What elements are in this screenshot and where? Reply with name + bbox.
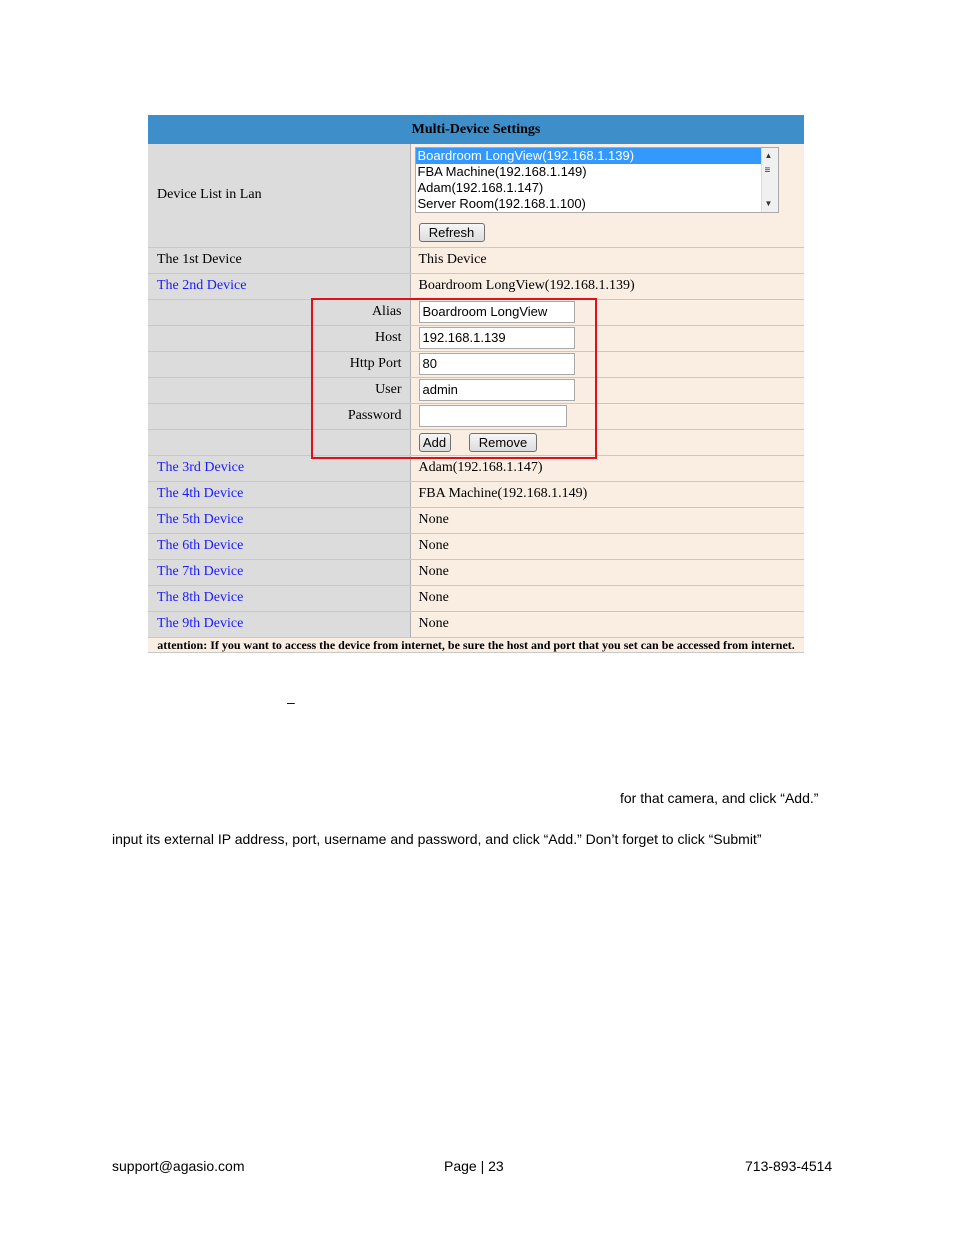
http-port-label: Http Port bbox=[148, 351, 410, 377]
password-input[interactable] bbox=[419, 405, 567, 427]
panel-title: Multi-Device Settings bbox=[148, 115, 804, 144]
user-label: User bbox=[148, 377, 410, 403]
device-value-4: FBA Machine(192.168.1.149) bbox=[410, 481, 804, 507]
second-device-value: Boardroom LongView(192.168.1.139) bbox=[410, 273, 804, 299]
refresh-button[interactable]: Refresh bbox=[419, 223, 485, 242]
device-link-7[interactable]: The 7th Device bbox=[157, 564, 244, 579]
device-link-3[interactable]: The 3rd Device bbox=[157, 460, 245, 475]
first-device-label: The 1st Device bbox=[148, 247, 410, 273]
device-list-option[interactable]: Adam(192.168.1.147) bbox=[417, 180, 544, 195]
device-link-5[interactable]: The 5th Device bbox=[157, 512, 244, 527]
device-list-option[interactable]: Server Room(192.168.1.100) bbox=[417, 196, 586, 211]
device-link-9[interactable]: The 9th Device bbox=[157, 616, 244, 631]
scroll-up-arrow-icon[interactable]: ▲ bbox=[764, 151, 773, 160]
device-list-option[interactable]: FBA Machine(192.168.1.149) bbox=[417, 164, 587, 179]
device-value-3: Adam(192.168.1.147) bbox=[410, 455, 804, 481]
device-value-8: None bbox=[410, 585, 804, 611]
device-value-6: None bbox=[410, 533, 804, 559]
add-button[interactable]: Add bbox=[419, 433, 451, 452]
footer-phone: 713-893-4514 bbox=[745, 1158, 833, 1174]
device-list-option[interactable]: Boardroom LongView(192.168.1.139) bbox=[416, 148, 762, 164]
second-device-link[interactable]: The 2nd Device bbox=[157, 278, 247, 293]
instruction-line-1: for that camera, and click “Add.” bbox=[620, 790, 819, 806]
device-value-5: None bbox=[410, 507, 804, 533]
host-label: Host bbox=[148, 325, 410, 351]
dash-fragment: – bbox=[287, 694, 295, 710]
device-value-7: None bbox=[410, 559, 804, 585]
button-row-spacer bbox=[148, 429, 410, 455]
host-input[interactable]: 192.168.1.139 bbox=[419, 327, 575, 349]
device-list-label: Device List in Lan bbox=[148, 144, 410, 247]
remove-button[interactable]: Remove bbox=[469, 433, 537, 452]
first-device-value: This Device bbox=[410, 247, 804, 273]
device-link-4[interactable]: The 4th Device bbox=[157, 486, 244, 501]
attention-note: attention: If you want to access the device from internet, be sure the host and port that you set can be accessed from internet. bbox=[148, 637, 804, 652]
scroll-down-arrow-icon[interactable]: ▼ bbox=[764, 199, 773, 208]
footer-email: support@agasio.com bbox=[112, 1158, 245, 1174]
password-label: Password bbox=[148, 403, 410, 429]
alias-input[interactable]: Boardroom LongView bbox=[419, 301, 575, 323]
device-link-6[interactable]: The 6th Device bbox=[157, 538, 244, 553]
user-input[interactable]: admin bbox=[419, 379, 575, 401]
alias-label: Alias bbox=[148, 299, 410, 325]
http-port-input[interactable]: 80 bbox=[419, 353, 575, 375]
multi-device-settings-table bbox=[148, 115, 804, 653]
footer-page-number: Page | 23 bbox=[444, 1158, 504, 1174]
device-link-8[interactable]: The 8th Device bbox=[157, 590, 244, 605]
device-value-9: None bbox=[410, 611, 804, 637]
device-list-scrollbar[interactable] bbox=[761, 148, 778, 212]
scroll-thumb-icon[interactable]: ≡ bbox=[764, 165, 771, 176]
instruction-line-2: input its external IP address, port, username and password, and click “Add.” Don’t forget to click “Submit” bbox=[112, 831, 762, 847]
device-list-select[interactable] bbox=[415, 147, 779, 213]
